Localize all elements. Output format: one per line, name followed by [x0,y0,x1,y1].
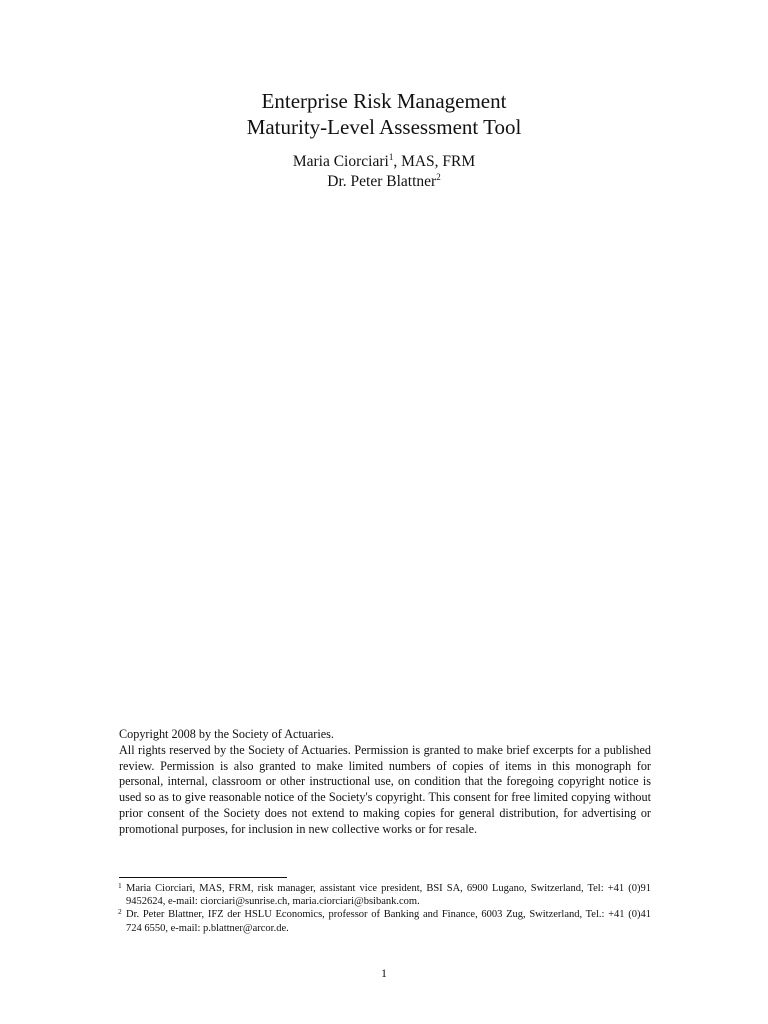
copyright-notice [119,727,651,838]
footnote-2-mark: 2 [118,907,122,917]
copyright-body: All rights reserved by the Society of Actuaries. Permission is granted to make brief excerpts for a published review. Permission is also granted to make limited numbers of copies of items in this monograph for personal, internal, classroom or other instructional use, on condition that the foregoing copyright notice is used so as to give reasonable notice of the Society's copyright. This consent for free limited copying without prior consent of the Society does not extend to making copies for general distribution, for advertising or promotional purposes, for inclusion in new collective works or for resale. [119,742,651,836]
author-1-footnote-mark: 1 [388,152,394,162]
author-list [0,152,768,192]
author-1-name: Maria Ciorciari [292,153,389,170]
footnote-1-text: Maria Ciorciari, MAS, FRM, risk manager, assistant vice president, BSI SA, 6900 Lugano, Switzerland, Tel: +41 (0)91 9452624, e-mail: ciorciari@sunrise.ch, maria.ciorciari@bsibank.com. [126,883,651,908]
author-1-credentials: , MAS, FRM [393,153,476,170]
title-line-1: Enterprise Risk Management [261,89,507,113]
author-1 [0,152,768,172]
page-number: 1 [381,966,387,980]
author-2-name: Dr. Peter Blattner [327,173,437,190]
title-line-2: Maturity-Level Assessment Tool [246,115,522,139]
footnote-divider [119,877,287,878]
author-2-footnote-mark: 2 [436,172,441,182]
author-2 [0,172,768,192]
footnote-2 [119,908,651,934]
footnote-2-text: Dr. Peter Blattner, IFZ der HSLU Economics, professor of Banking and Finance, 6003 Zug, Switzerland, Tel.: +41 (0)41 724 6550, e-mail: p.blattner@arcor.de. [126,909,651,934]
document-title [0,88,768,140]
footnotes [119,882,651,935]
footnote-1 [119,882,651,908]
footnote-1-mark: 1 [118,881,122,890]
copyright-heading: Copyright 2008 by the Society of Actuaries. [119,727,334,741]
